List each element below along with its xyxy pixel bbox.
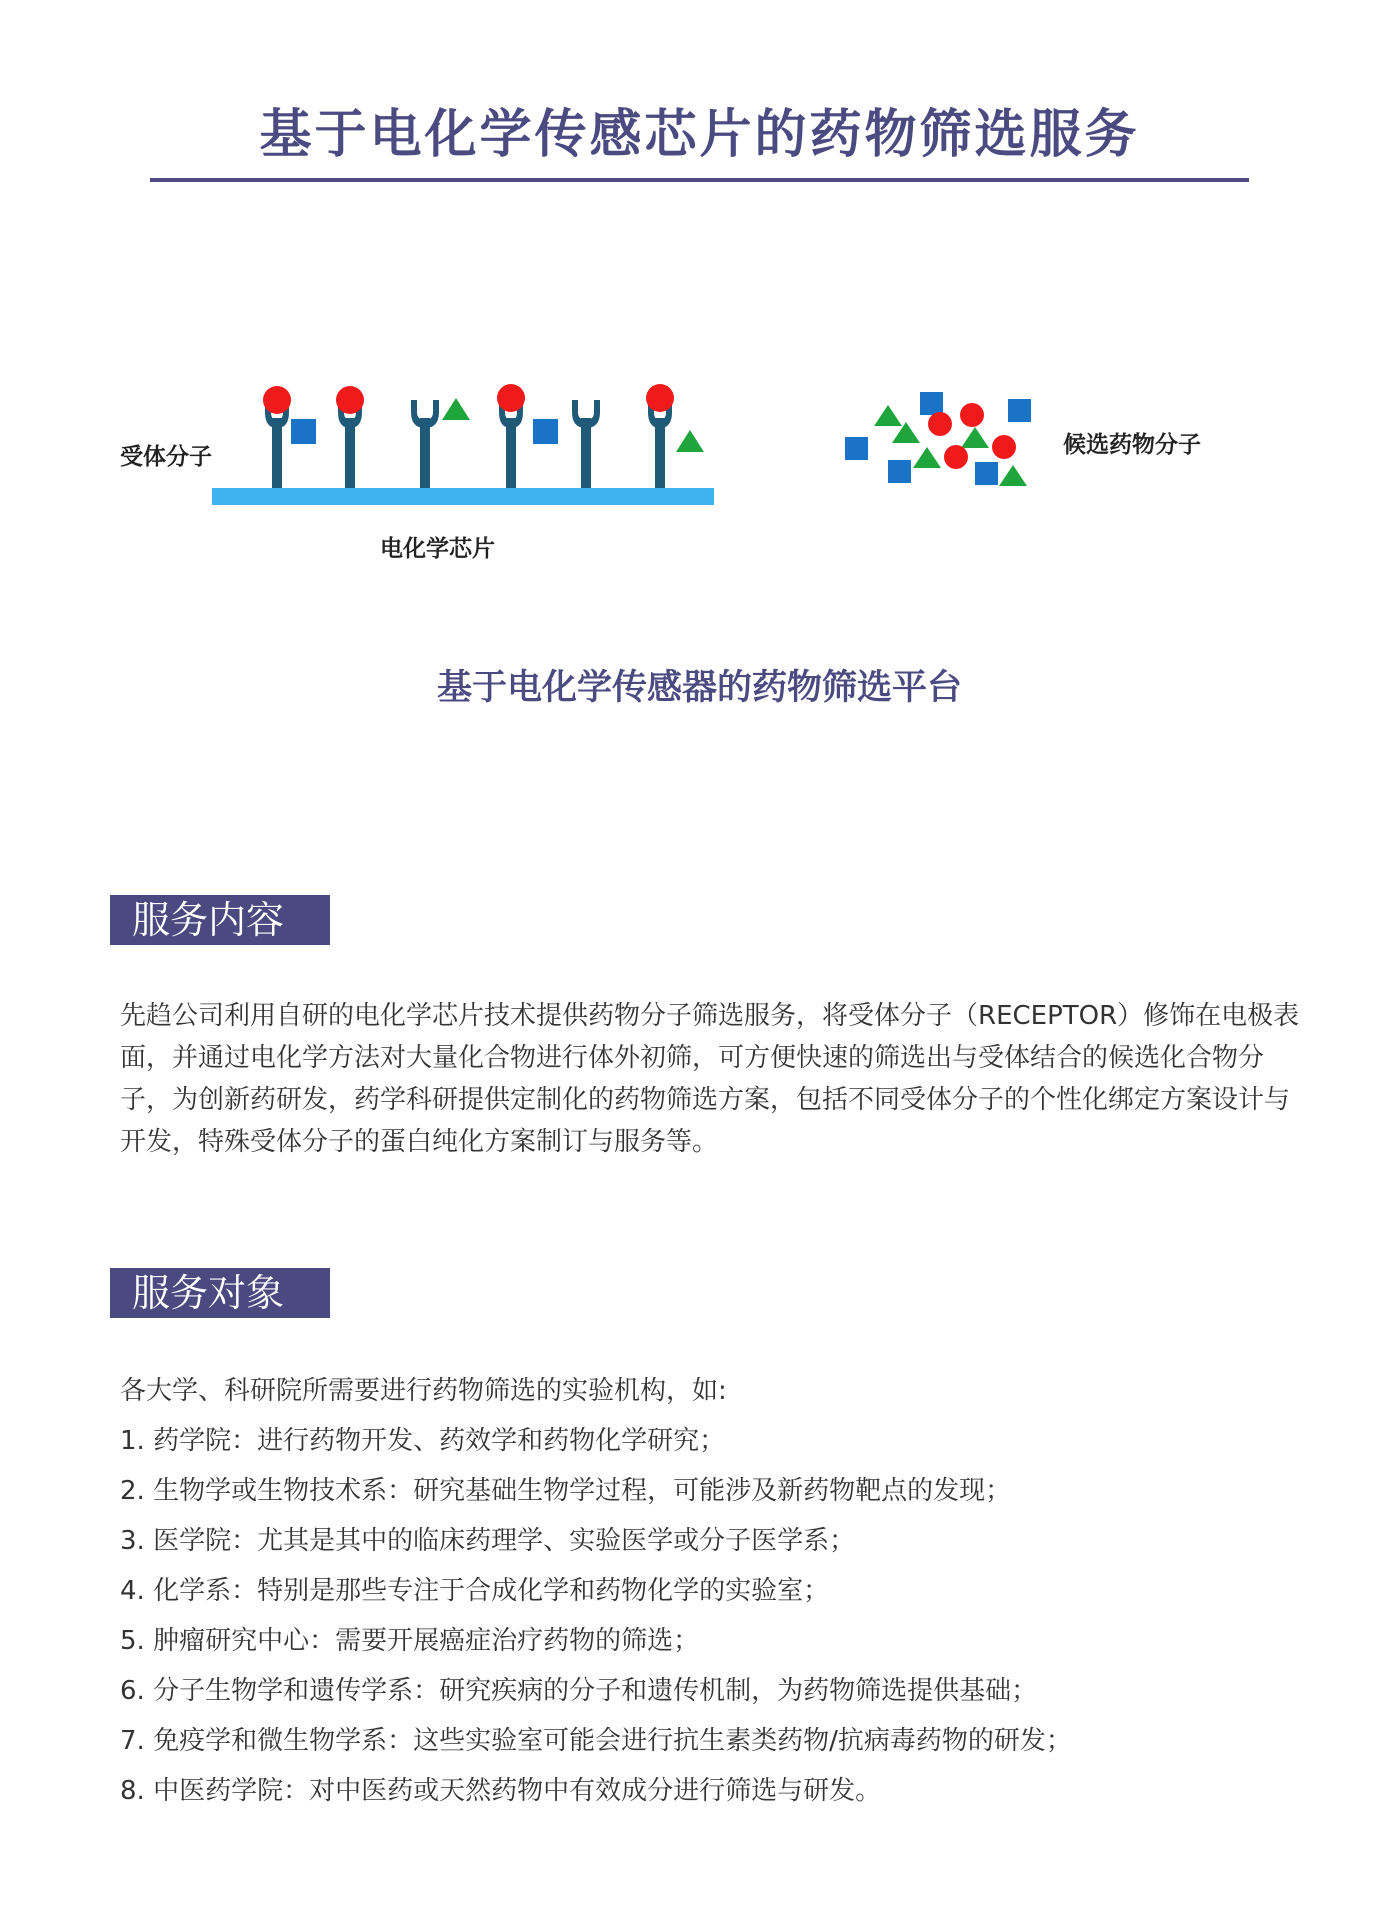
list-item: 7. 免疫学和微生物学系：这些实验室可能会进行抗生素类药物/抗病毒药物的研发；	[120, 1726, 1072, 1756]
drug-triangle	[913, 447, 941, 468]
drug-square	[975, 462, 998, 485]
drug-circle	[336, 386, 364, 414]
list-item: 6. 分子生物学和遗传学系：研究疾病的分子和遗传机制，为药物筛选提供基础；	[120, 1676, 1038, 1706]
screening-diagram	[0, 370, 1399, 590]
candidate-molecules	[845, 392, 1031, 486]
drug-square	[888, 460, 911, 483]
list-item: 3. 医学院：尤其是其中的临床药理学、实验医学或分子医学系；	[120, 1526, 856, 1556]
list-item: 2. 生物学或生物技术系：研究基础生物学过程，可能涉及新药物靶点的发现；	[120, 1476, 1012, 1506]
drug-square	[845, 437, 868, 460]
drug-circle	[928, 412, 952, 436]
receptor-label: 受体分子	[120, 444, 212, 470]
drug-circle	[960, 403, 984, 427]
title-divider	[150, 178, 1249, 182]
drug-square	[920, 392, 943, 415]
drug-triangle	[874, 405, 902, 426]
list-item: 8. 中医药学院：对中医药或天然药物中有效成分进行筛选与研发。	[120, 1776, 882, 1806]
drug-square	[291, 419, 316, 444]
drug-triangle	[676, 430, 704, 452]
receptor-empty	[411, 400, 439, 488]
drug-circle	[263, 386, 291, 414]
service-targets-list	[120, 1366, 1300, 1816]
receptor-bound-circle	[499, 400, 523, 488]
drug-circle	[944, 445, 968, 469]
drug-triangle	[999, 465, 1027, 486]
service-targets-heading: 服务对象	[110, 1268, 330, 1318]
drug-square	[1008, 399, 1031, 422]
diagram-graphic	[0, 370, 1399, 590]
candidate-label: 候选药物分子	[1063, 432, 1201, 458]
drug-circle	[992, 435, 1016, 459]
page-title: 基于电化学传感芯片的药物筛选服务	[259, 105, 1140, 165]
receptor-empty	[572, 400, 600, 488]
service-content-body: 先趋公司利用自研的电化学芯片技术提供药物分子筛选服务，将受体分子（RECEPTOR）修饰在电极表面，并通过电化学方法对大量化合物进行体外初筛，可方便快速的筛选出与受体结合的候选化合物分子，为创新药研发，药学科研提供定制化的药物筛选方案，包括不同受体分子的个性化绑定方案设计与开发，特殊受体分子的蛋白纯化方案制订与服务等。	[120, 1001, 1300, 1157]
platform-caption: 基于电化学传感器的药物筛选平台	[436, 668, 962, 708]
service-content-heading: 服务内容	[110, 895, 330, 945]
drug-circle	[646, 384, 674, 412]
chip-label: 电化学芯片	[380, 536, 495, 562]
drug-triangle	[961, 427, 989, 448]
drug-square	[533, 419, 558, 444]
list-item: 4. 化学系：特别是那些专注于合成化学和药物化学的实验室；	[120, 1576, 830, 1606]
list-item: 1. 药学院：进行药物开发、药效学和药物化学研究；	[120, 1426, 726, 1456]
drug-circle	[497, 384, 525, 412]
service-targets-intro: 各大学、科研院所需要进行药物筛选的实验机构，如:	[120, 1376, 727, 1406]
list-item: 5. 肿瘤研究中心：需要开展癌症治疗药物的筛选；	[120, 1626, 700, 1656]
receptor-bound-circle	[648, 400, 672, 488]
drug-triangle	[442, 398, 470, 420]
chip-base	[212, 488, 714, 505]
